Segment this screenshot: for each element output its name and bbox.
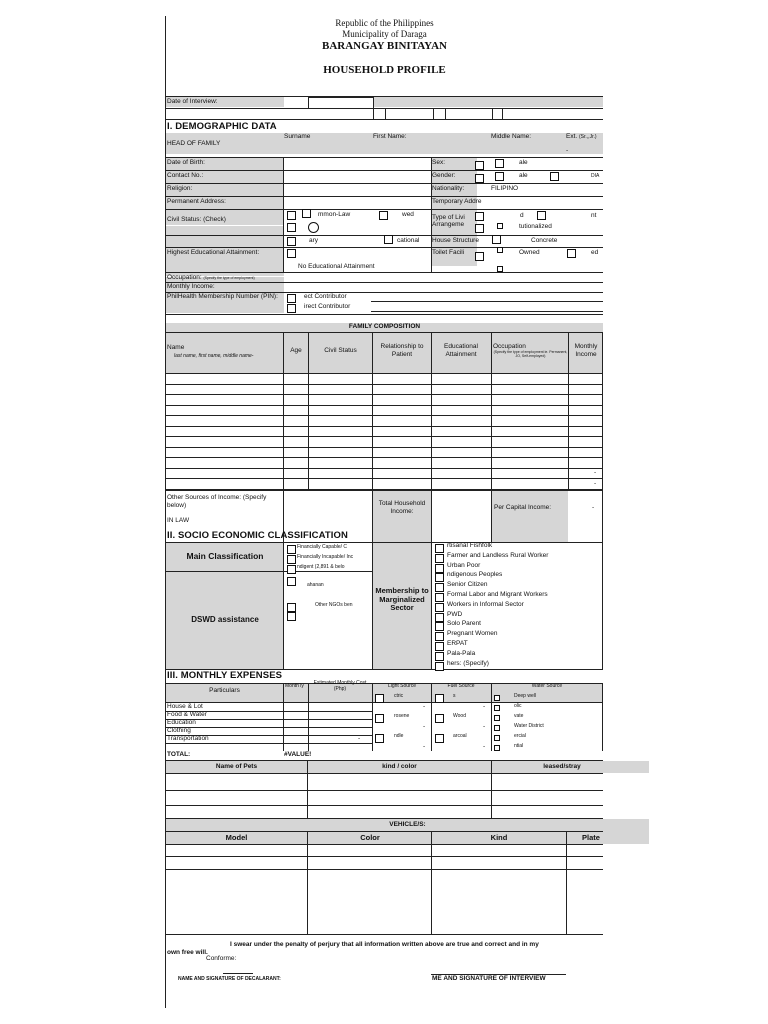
living-type-label: Type of Livi [432,214,465,221]
light-source-checkbox[interactable] [375,734,384,743]
vehicles-col-color: Color [360,833,380,842]
income-dash-2: - [594,480,597,487]
education-checkbox-1[interactable] [287,237,296,246]
family-col-education: Educational Attainment [444,343,478,358]
rule [431,831,432,934]
rule [431,683,432,751]
family-col-relationship: Relationship to Patient [380,343,424,358]
per-capita-bg [492,491,568,542]
education-option-1: ary [309,237,319,244]
living-checkbox-2[interactable] [537,211,546,220]
water-source-checkbox[interactable] [494,725,500,731]
rule [166,790,603,791]
table-row [166,719,373,720]
sector-option: Senior Citizen [447,581,488,589]
water-source-option: olic [514,703,522,709]
family-col-age: Age [290,347,302,354]
rule [307,761,308,818]
sector-checkbox[interactable] [435,652,444,661]
main-class-option: Financially Incapable/ Inc [297,554,354,560]
education-checkbox-2[interactable] [384,235,393,244]
page-title: HOUSEHOLD PROFILE [323,64,446,76]
ext-label-text: Ext. [566,133,578,140]
philhealth-label: PhilHealth Membership Number (PIN): [167,293,278,300]
table-row [166,394,603,395]
dswd-checkbox-1[interactable] [287,577,296,586]
expenses-col-light: Light Source [387,683,417,689]
civil-status-option-1: mmon-Law [318,211,351,218]
contact-label: Contact No.: [167,172,204,179]
toilet-option-1: Owned [519,249,540,256]
oath-text: I swear under the penalty of perjury that all information written above are true and correct and in my [230,941,539,948]
main-class-option: Financially Capable/ C [297,544,348,550]
main-class-checkbox[interactable] [287,565,296,574]
rule [166,856,603,857]
rule [166,831,603,832]
toilet-checkbox-4[interactable] [497,266,503,272]
rule [566,831,567,934]
table-row [166,384,603,385]
house-structure-checkbox[interactable] [492,235,501,244]
water-source-checkbox[interactable] [494,735,500,741]
rule [431,157,432,272]
sector-option: Farmer and Landless Rural Worker [447,551,549,559]
temp-address-label: Temporary Addre [432,198,482,205]
religion-label: Religion: [167,185,193,192]
rule [602,542,603,669]
sector-checkbox[interactable] [435,564,444,573]
rule [431,332,432,542]
surname-label: Surname [284,133,311,140]
expenses-col-fuel: Fuel Source [447,683,475,689]
sector-option: Pregnant Women [447,630,498,638]
conforme-label: Conforme: [206,955,237,962]
philhealth-option-1: ect Contributor [304,293,347,300]
civil-status-option-2: wed [402,211,414,218]
light-source-checkbox[interactable] [375,714,384,723]
fuel-source-checkbox[interactable] [435,714,444,723]
light-source-option: ctric [394,693,404,699]
light-source-option: rosene [394,713,410,719]
fuel-dash: - [483,743,486,750]
oath-text-2: own free will. [167,949,208,956]
water-source-option: Deep well [514,693,536,699]
rule [166,157,603,158]
occupation-label-text: Occupation: [167,274,202,281]
occupation-hint: (Specify the type of employment) [203,276,255,280]
rule [385,108,386,119]
rule [308,332,309,490]
fuel-source-option: Wood [453,713,466,719]
education-option-2: cational [397,237,420,244]
interviewer-label: ME AND SIGNATURE OF INTERVIEW [432,975,546,982]
family-col-income: Monthly Income [574,343,598,358]
rule [166,282,603,283]
barangay-title: BARANGAY BINITAYAN [321,40,447,52]
vehicles-col-plate: Plate [582,833,600,842]
fuel-source-checkbox[interactable] [435,734,444,743]
toilet-checkbox-2[interactable] [497,247,503,253]
fuel-dash: - [483,703,486,710]
rule [166,209,603,210]
living-checkbox-4[interactable] [497,223,503,229]
rule [166,292,603,293]
sex-checkbox-2[interactable] [495,159,504,168]
other-income-label: Other Sources of Income: (Specify below) [167,494,267,509]
rule [602,683,603,751]
table-row [166,478,603,479]
sector-option: ERPAT [447,640,468,647]
rule [166,571,373,572]
sector-option: ndigenous Peoples [447,571,503,579]
rule [283,332,284,542]
occupation-label [167,274,255,282]
section-demographic-title: I. DEMOGRAPHIC DATA [167,121,277,132]
main-class-checkbox[interactable] [287,545,296,554]
rule [431,542,432,669]
expenses-col-cost: Estimated Monthly Cost (Php) [313,680,367,692]
rule [433,108,434,119]
rule [491,761,492,818]
rule [166,196,603,197]
gender-checkbox-1[interactable] [475,174,484,183]
sector-checkbox[interactable] [435,603,444,612]
sex-checkbox-1[interactable] [475,161,484,170]
sector-checkbox[interactable] [435,544,444,553]
nationality-value: FILIPINO [491,185,519,192]
water-source-checkbox[interactable] [494,745,500,751]
gender-checkbox-3[interactable] [550,172,559,181]
expense-row-label: Education [167,719,196,726]
rule [372,683,373,751]
water-source-checkbox[interactable] [494,715,500,721]
gender-option-label: ale [519,172,528,179]
main-class-checkbox[interactable] [287,555,296,564]
section-socio-title: II. SOCIO ECONOMIC CLASSIFICATION [167,530,348,541]
sector-checkbox[interactable] [435,583,444,592]
water-source-checkbox[interactable] [494,705,500,711]
section-expenses-title: III. MONTHLY EXPENSES [167,670,283,681]
sector-option: rtisanal Fishfolk [447,542,493,549]
table-row [166,373,603,374]
table-row [166,457,603,458]
family-composition-title: FAMILY COMPOSITION [348,323,421,330]
toilet-checkbox-3[interactable] [567,249,576,258]
living-type-label-2: Arrangeme [432,221,465,228]
signature-line [223,973,253,974]
rule [283,157,284,272]
education-label: Highest Educational Attainment: [167,249,260,256]
dswd-assistance-label: DSWD assistance [191,615,259,624]
rule [166,773,603,774]
table-row [166,415,603,416]
per-capita-label: Per Capital Income: [494,504,552,511]
dswd-checkbox-2[interactable] [287,603,296,612]
water-source-option: ntial [514,743,524,749]
house-structure-option: Concrete [531,237,558,244]
sector-option: hers: (Specify) [447,659,489,667]
philhealth-option-2: irect Contributor [304,303,351,310]
sector-checkbox[interactable] [435,622,444,631]
rule [166,805,603,806]
total-household-income-label: Total Household Income: [378,500,426,515]
declarant-label: NAME AND SIGNATURE OF DECALARANT: [178,976,281,982]
household-profile-sheet [165,16,603,1008]
pets-col-status: leased/stray [543,763,581,770]
expense-row-label: Transportation [167,735,209,742]
middle-name-label: Middle Name: [491,133,532,140]
sector-checkbox[interactable] [435,632,444,641]
main-class-option: ndigent (2,891 & belo [297,564,345,570]
date-of-interview-label: Date of Interview: [167,98,218,105]
sector-option: Solo Parent [447,620,481,628]
address-label: Permanent Address: [167,198,226,205]
living-option-3: tutionalized [519,223,552,230]
rule [373,108,374,119]
water-source-option: ercial [514,733,526,739]
philhealth-checkbox-1[interactable] [287,294,296,303]
living-option-2: nt [591,212,597,219]
fuel-dash: - [483,723,486,730]
ext-label [566,133,597,141]
water-source-checkbox[interactable] [494,695,500,701]
rule [166,869,603,870]
rule [166,272,603,273]
rule [372,542,373,669]
light-source-checkbox[interactable] [375,694,384,703]
rule [307,831,308,934]
house-structure-label: House Structure [432,237,479,244]
living-checkbox-1[interactable] [475,212,484,221]
rule [308,683,309,751]
civil-status-checkbox-2[interactable] [302,209,311,218]
municipality-line: Municipality of Daraga [342,29,427,39]
rule [166,844,603,845]
living-option-1: d [520,212,524,219]
rule [166,183,603,184]
sector-checkbox[interactable] [435,613,444,622]
table-row [166,468,603,469]
living-checkbox-3[interactable] [475,224,484,233]
dswd-checkbox-3[interactable] [287,612,296,621]
table-row [166,405,603,406]
rule [283,683,284,751]
gender-checkbox-2[interactable] [495,172,504,181]
label-bg [373,97,603,107]
sex-option-label: ale [519,159,528,166]
rule [371,311,603,312]
in-law-label: IN LAW [167,517,190,524]
rule [283,542,284,669]
fuel-source-option: s [453,693,456,699]
light-dash: - [423,723,426,730]
gender-label: Gender: [432,172,456,179]
light-dash: - [423,703,426,710]
rule [371,301,603,302]
fuel-source-checkbox[interactable] [435,694,444,703]
fuel-source-option: arcoal [453,733,467,739]
ext-dash: - [566,147,569,154]
sector-option: PWD [447,610,463,618]
sector-option: Pala-Pala [447,649,476,657]
rule [166,934,603,935]
nationality-label: Nationality: [432,185,465,192]
total-income-bg [373,491,431,542]
civil-status-radio[interactable] [308,222,319,233]
rule [602,332,603,542]
civil-status-checkbox-3[interactable] [379,211,388,220]
philhealth-checkbox-2[interactable] [287,304,296,313]
sector-option: Urban Poor [447,561,481,569]
toilet-checkbox-1[interactable] [475,252,484,261]
family-col-civil-status: Civil Status [324,347,357,354]
sector-checkbox[interactable] [435,642,444,651]
civil-status-checkbox-4[interactable] [287,223,296,232]
sector-option: Workers in Informal Sector [447,600,524,608]
rule [568,332,569,490]
no-education-option: No Educational Attainment [298,263,375,270]
water-source-option: Water District [514,723,544,729]
expense-dash: - [358,735,361,742]
toilet-option-2: ed [591,249,599,256]
toilet-label: Toilet Facili [432,249,465,256]
income-dash-1: - [594,469,597,476]
pets-col-name: Name of Pets [215,763,258,770]
expense-row-label: Clothing [167,727,191,734]
expenses-col-month: Month ly [285,683,304,689]
head-of-family-label: HEAD OF FAMILY [167,140,221,147]
civil-status-checkbox-1[interactable] [287,211,296,220]
first-name-label: First Name: [373,133,407,140]
education-checkbox-3[interactable] [287,249,296,258]
table-row [166,489,603,490]
water-source-option: vate [514,713,524,719]
dswd-option-2: Other NGOs ben [315,602,353,608]
sector-checkbox[interactable] [435,573,444,582]
rule [502,108,503,119]
rule [166,170,603,171]
dswd-option-1: ahanan [307,582,324,588]
vehicles-col-kind: Kind [490,833,508,842]
family-col-name-hint: last name, first name, middle name- [174,353,254,359]
family-col-occupation: Occupation [493,343,526,350]
light-dash: - [423,743,426,750]
pets-col-kind: kind / color [382,763,417,770]
expense-row-label: House & Lot [167,703,203,710]
vehicles-col-model: Model [225,833,248,842]
rule [491,683,492,751]
expenses-total-label: TOTAL: [167,751,191,758]
table-row [166,426,603,427]
sector-option: Formal Labor and Migrant Workers [447,591,548,598]
light-source-option: ndle [394,733,404,739]
republic-line: Republic of the Philippines [335,18,434,28]
table-row [166,447,603,448]
vehicles-title: VEHICLE/S: [389,821,426,828]
ext-hint: (Sr.,,Jr.) [579,134,597,140]
gender-extra-label: DIA [591,173,600,179]
expense-row-label: Food & Water [167,711,207,718]
rule [166,702,603,703]
expenses-col-particulars: Particulars [209,687,240,694]
expenses-total-value: #VALUE! [284,751,312,758]
sector-checkbox[interactable] [435,662,444,671]
rule [492,108,493,119]
rule [166,247,603,248]
per-capita-value: - [592,504,595,511]
rule [166,314,603,315]
income-label: Monthly Income: [167,283,215,290]
sex-label: Sex: [432,159,446,166]
sector-checkbox[interactable] [435,554,444,563]
table-row [166,743,373,744]
family-col-occupation-hint: (Specify the type of employment ie. Permanent, JO, Self-employed) [493,350,568,359]
rule [445,108,446,119]
rule [166,119,603,120]
dob-label: Date of Birth: [167,159,205,166]
table-row [166,727,373,728]
family-col-name: Name [167,344,185,351]
expenses-col-water: Water Source [531,683,563,689]
sector-checkbox[interactable] [435,593,444,602]
table-row [166,436,603,437]
main-classification-label: Main Classification [186,551,264,561]
civil-status-label: Civil Status: (Check) [167,216,226,223]
membership-label: Membership to Marginalized Sector [375,586,429,612]
